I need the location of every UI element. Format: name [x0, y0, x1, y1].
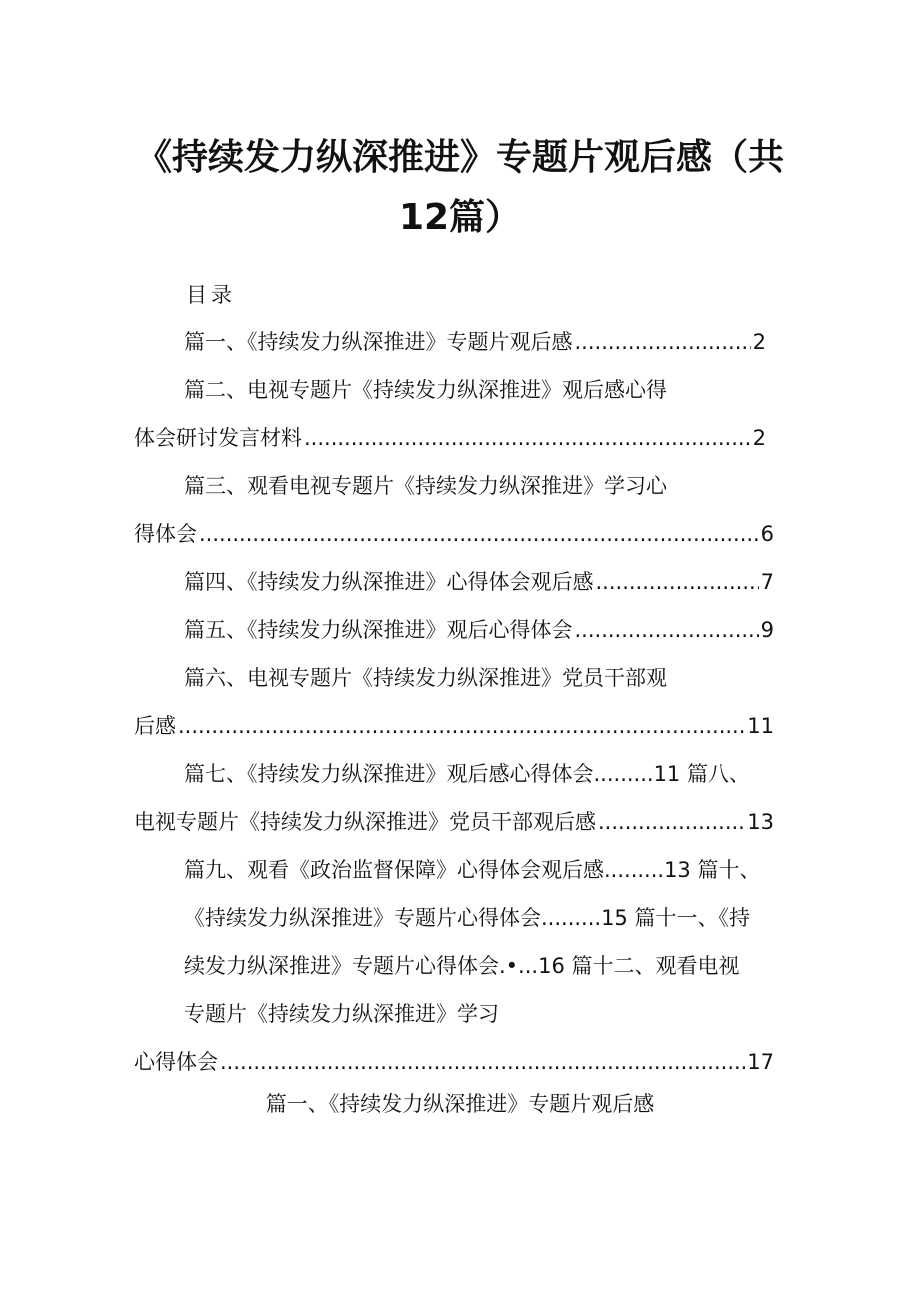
document-title-line-2: 12篇） — [398, 197, 522, 238]
dot-leader — [199, 520, 759, 548]
toc-entry-text: 心得体会 — [134, 1050, 218, 1074]
toc-entry-text: 后感 — [134, 714, 176, 738]
toc-heading: 目录 — [186, 283, 236, 307]
toc-page-number: 2 — [752, 330, 766, 354]
dot-leader — [598, 808, 745, 836]
toc-page-number: 9 — [760, 618, 774, 642]
dot-leader — [220, 1048, 745, 1076]
dot-leader — [575, 616, 759, 644]
toc-page-number: 2 — [752, 426, 766, 450]
dot-leader — [596, 568, 759, 596]
toc-entry-6[interactable]: 篇六、电视专题片《持续发力纵深推进》党员干部观 — [184, 666, 667, 690]
section-heading: 篇一、《持续发力纵深推进》专题片观后感 — [265, 1092, 655, 1116]
toc-entry-6-continued[interactable] — [134, 712, 774, 740]
toc-entry-2-continued[interactable] — [134, 424, 766, 452]
toc-page-number: 6 — [760, 522, 774, 546]
toc-page-number: 17 — [747, 1050, 774, 1074]
dot-leader — [304, 424, 751, 452]
toc-entry-5[interactable] — [184, 616, 774, 644]
toc-entry-text: 篇四、《持续发力纵深推进》心得体会观后感 — [184, 570, 594, 594]
toc-entry-2[interactable]: 篇二、电视专题片《持续发力纵深推进》观后感心得 — [184, 378, 667, 402]
toc-entry-3[interactable]: 篇三、观看电视专题片《持续发力纵深推进》学习心 — [184, 474, 667, 498]
document-title-line-1: 《持续发力纵深推进》专题片观后感（共 — [135, 137, 784, 178]
toc-entry-3-continued[interactable] — [134, 520, 774, 548]
toc-entry-8-continued[interactable] — [134, 808, 774, 836]
toc-entry-text: 得体会 — [134, 522, 197, 546]
toc-entry-9[interactable]: 篇九、观看《政治监督保障》心得体会观后感.........13 篇十、 — [184, 858, 761, 882]
toc-page-number: 13 — [747, 810, 774, 834]
toc-entry-text: 篇一、《持续发力纵深推进》专题片观后感 — [184, 330, 573, 354]
toc-entry-1[interactable] — [184, 328, 766, 356]
dot-leader — [575, 328, 751, 356]
dot-leader — [178, 712, 745, 740]
toc-entry-7[interactable]: 篇七、《持续发力纵深推进》观后感心得体会.........11 篇八、 — [184, 762, 750, 786]
toc-entry-12[interactable]: 专题片《持续发力纵深推进》学习 — [184, 1002, 499, 1026]
toc-entry-text: 篇五、《持续发力纵深推进》观后心得体会 — [184, 618, 573, 642]
toc-page-number: 11 — [747, 714, 774, 738]
toc-entry-10[interactable]: 《持续发力纵深推进》专题片心得体会.........15 篇十一、《持 — [184, 906, 750, 930]
toc-entry-4[interactable] — [184, 568, 774, 596]
toc-entry-text: 体会研讨发言材料 — [134, 426, 302, 450]
toc-entry-text: 电视专题片《持续发力纵深推进》党员干部观后感 — [134, 810, 596, 834]
toc-page-number: 7 — [760, 570, 774, 594]
toc-entry-12-continued[interactable] — [134, 1048, 774, 1076]
toc-entry-11[interactable]: 续发力纵深推进》专题片心得体会.•...16 篇十二、观看电视 — [184, 954, 740, 978]
